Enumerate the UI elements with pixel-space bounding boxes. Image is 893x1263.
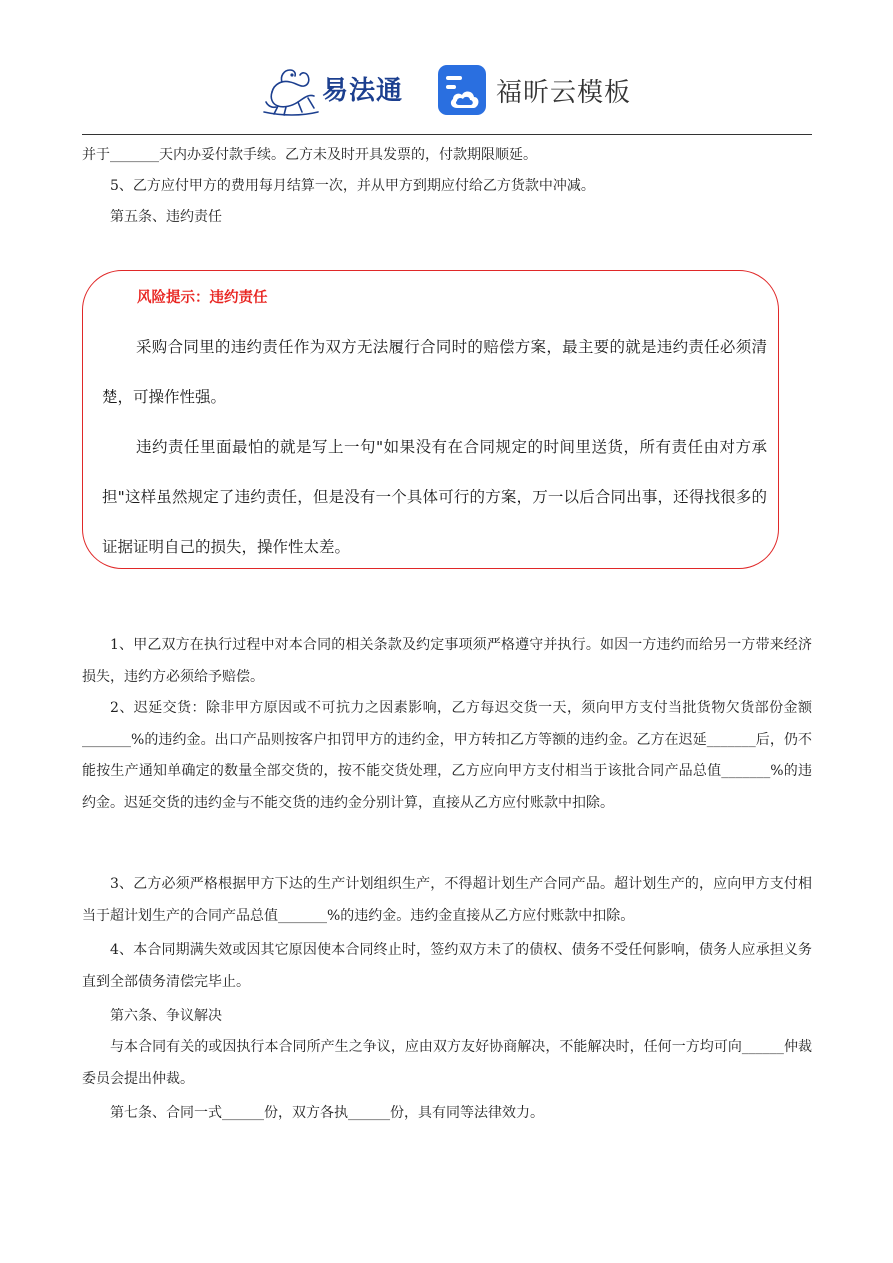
paragraph-item-5: 5、乙方应付甲方的费用每月结算一次，并从甲方到期应付给乙方货款中冲减。	[110, 178, 595, 194]
section-7-text: 第七条、合同一式______份，双方各执______份，具有同等法律效力。	[110, 1105, 544, 1121]
fuxin-cloud-logo-icon	[437, 64, 487, 116]
clause-2: 2、迟延交货：除非甲方原因或不可抗力之因素影响，乙方每迟交货一天，须向甲方支付当批货物欠货部份金额_______%的违约金。出口产品则按客户扣罚甲方的违约金，甲方转扣乙方等额的违约金。乙方在迟延_______后，仍不能按生产通知单确定的数量全部交货的，按不能交货处理，乙方应向甲方支付相当于该批合同产品总值_______%的违约金。迟延交货的违约金与不能交货的违约金分别计算，直接从乙方应付账款中扣除。	[82, 700, 812, 811]
risk-notice-paragraph-1: 采购合同里的违约责任作为双方无法履行合同时的赔偿方案，最主要的就是违约责任必须清楚，可操作性强。	[102, 338, 767, 406]
risk-notice-paragraph-2: 违约责任里面最怕的就是写上一句"如果没有在合同规定的时间里送货，所有责任由对方承担"这样虽然规定了违约责任，但是没有一个具体可行的方案，万一以后合同出事，还得找很多的证据证明自己的损失，操作性太差。	[102, 438, 767, 556]
section-6-text: 与本合同有关的或因执行本合同所产生之争议，应由双方友好协商解决，不能解决时，任何一方均可向______仲裁委员会提出仲裁。	[82, 1039, 812, 1087]
clause-4: 4、本合同期满失效或因其它原因使本合同终止时，签约双方未了的债权、债务不受任何影响，债务人应承担义务直到全部债务清偿完毕止。	[82, 942, 812, 990]
fuxin-logo-text: 福昕云模板	[496, 78, 632, 108]
yifatong-logo-text: 易法通	[322, 76, 404, 106]
page-header	[0, 58, 893, 122]
header-divider	[82, 134, 812, 135]
paragraph-payment-continued: 并于_______天内办妥付款手续。乙方未及时开具发票的，付款期限顺延。	[82, 147, 537, 163]
risk-notice-title: 风险提示：违约责任	[137, 290, 268, 306]
section-6-heading: 第六条、争议解决	[110, 1008, 222, 1024]
clause-3: 3、乙方必须严格根据甲方下达的生产计划组织生产，不得超计划生产合同产品。超计划生产的，应向甲方支付相当于超计划生产的合同产品总值_______%的违约金。违约金直接从乙方应付账款中扣除。	[82, 876, 812, 924]
section-5-heading: 第五条、违约责任	[110, 209, 222, 225]
clause-1: 1、甲乙双方在执行过程中对本合同的相关条款及约定事项须严格遵守并执行。如因一方违约而给另一方带来经济损失，违约方必须给予赔偿。	[82, 637, 812, 685]
